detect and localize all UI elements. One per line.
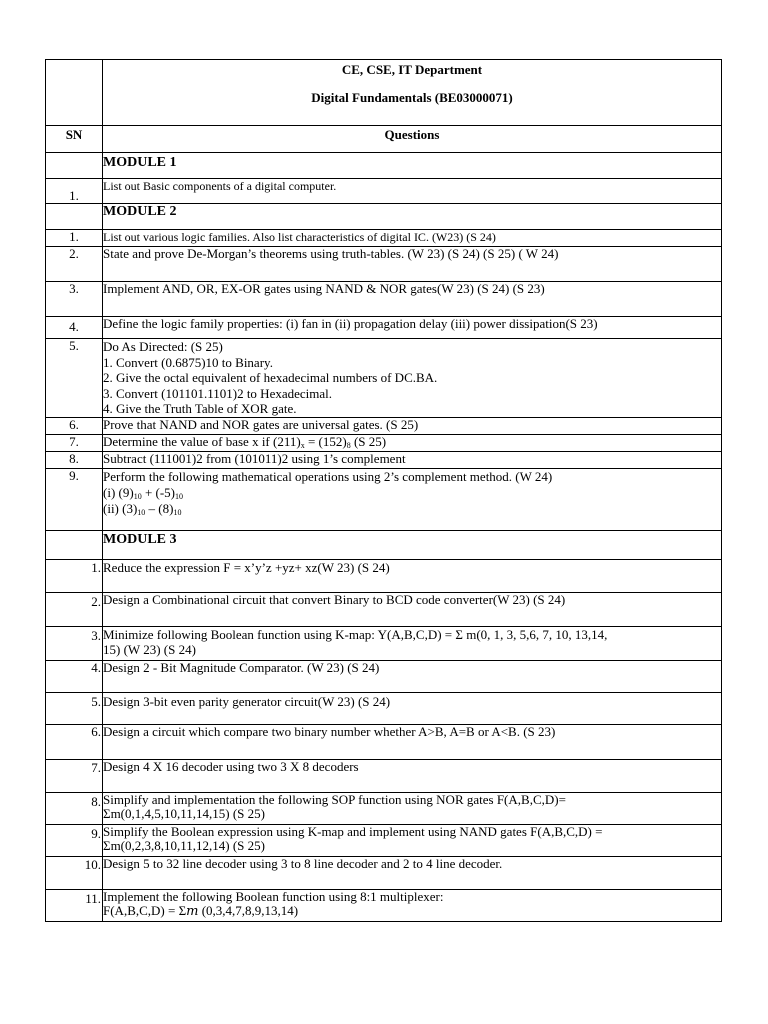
question-number: 11. — [46, 889, 103, 921]
document-header — [103, 60, 722, 126]
operand: + (-5) — [141, 484, 176, 500]
question-number: 4. — [46, 317, 103, 339]
question-line — [103, 485, 721, 501]
operand: (ii) (3) — [103, 500, 138, 516]
table-row — [46, 468, 722, 530]
question-line: 15) (W 23) (S 24) — [103, 641, 196, 657]
question-number: 7. — [46, 434, 103, 451]
question-number: 10. — [46, 856, 103, 889]
header-blank-cell — [46, 60, 103, 126]
question-text — [103, 434, 722, 451]
question-text — [103, 792, 722, 824]
question-number: 3. — [46, 282, 103, 317]
question-text: Design 3-bit even parity generator circuit(W 23) (S 24) — [103, 692, 722, 724]
question-line: Σm(0,2,3,8,10,11,12,14) (S 25) — [103, 838, 265, 853]
base-subscript: 10 — [133, 491, 142, 501]
table-row — [46, 247, 722, 282]
question-line: Simplify and implementation the following SOP function using NOR gates F(A,B,C,D)= — [103, 791, 566, 807]
table-row — [46, 179, 722, 204]
question-line: Minimize following Boolean function using K-map: Y(A,B,C,D) = Σ m(0, 1, 3, 5,6, 7, 10, 13,14, — [103, 626, 608, 642]
table-row — [46, 660, 722, 692]
question-line: 2. Give the octal equivalent of hexadecimal numbers of DC.BA. — [103, 370, 438, 385]
question-text: Design 4 X 16 decoder using two 3 X 8 decoders — [103, 759, 722, 792]
question-text: Design a Combinational circuit that convert Binary to BCD code converter(W 23) (S 24) — [103, 592, 722, 626]
question-number: 1. — [46, 559, 103, 592]
question-text — [103, 468, 722, 530]
table-row — [46, 559, 722, 592]
question-text: List out Basic components of a digital computer. — [103, 179, 722, 204]
question-text: Design a circuit which compare two binary number whether A>B, A=B or A<B. (S 23) — [103, 724, 722, 759]
question-text — [103, 626, 722, 660]
question-text — [103, 889, 722, 921]
operand: (i) (9) — [103, 484, 134, 500]
question-line: Simplify the Boolean expression using K-map and implement using NAND gates F(A,B,C,D) = — [103, 823, 603, 839]
question-number: 7. — [46, 759, 103, 792]
question-text: State and prove De-Morgan’s theorems using truth-tables. (W 23) (S 24) (S 25) ( W 24) — [103, 247, 722, 282]
table-row — [46, 417, 722, 434]
base-subscript: x — [300, 440, 305, 450]
question-line: Implement the following Boolean function using 8:1 multiplexer: — [103, 888, 444, 904]
table-row — [46, 282, 722, 317]
table-row — [46, 592, 722, 626]
subject-title: Digital Fundamentals (BE03000071) — [311, 90, 513, 105]
question-text — [103, 339, 722, 418]
base-subscript: 8 — [346, 440, 351, 450]
question-line: 3. Convert (101101.1101)2 to Hexadecimal. — [103, 385, 333, 401]
question-line: Do As Directed: (S 25) — [103, 339, 223, 354]
department-title: CE, CSE, IT Department — [341, 62, 483, 77]
table-row — [46, 692, 722, 724]
question-text: Implement AND, OR, EX-OR gates using NAND & NOR gates(W 23) (S 24) (S 23) — [103, 282, 722, 317]
question-number: 9. — [46, 468, 103, 530]
table-row — [46, 856, 722, 889]
question-number: 2. — [46, 247, 103, 282]
table-row — [46, 626, 722, 660]
table-row — [46, 230, 722, 247]
question-number: 6. — [46, 417, 103, 434]
question-line: 4. Give the Truth Table of XOR gate. — [103, 401, 297, 416]
question-bank-table — [45, 59, 722, 922]
question-number: 8. — [46, 792, 103, 824]
question-number: 1. — [46, 179, 103, 204]
operand: – (8) — [145, 500, 174, 516]
question-line: Perform the following mathematical operations using 2’s complement method. (W 24) — [103, 468, 553, 484]
table-row — [46, 792, 722, 824]
question-number: 2. — [46, 592, 103, 626]
question-number: 1. — [46, 230, 103, 247]
column-header-sn: SN — [46, 126, 103, 153]
question-text-part: (S 25) — [350, 433, 387, 449]
table-row — [46, 889, 722, 921]
base-subscript: 10 — [173, 507, 182, 517]
question-text — [103, 824, 722, 856]
base-subscript: 10 — [137, 507, 146, 517]
question-line: 1. Convert (0.6875)10 to Binary. — [103, 354, 273, 370]
question-line — [103, 501, 721, 517]
table-row — [46, 451, 722, 468]
question-number: 6. — [46, 724, 103, 759]
question-number: 5. — [46, 692, 103, 724]
table-row — [46, 824, 722, 856]
module-3-title: MODULE 3 — [103, 530, 722, 559]
question-text: Design 5 to 32 line decoder using 3 to 8 line decoder and 2 to 4 line decoder. — [103, 856, 722, 889]
column-header-questions: Questions — [103, 126, 722, 153]
question-text: Design 2 - Bit Magnitude Comparator. (W 23) (S 24) — [103, 660, 722, 692]
question-text: Subtract (111001)2 from (101011)2 using 1’s complement — [103, 451, 722, 468]
question-line: Σm(0,1,4,5,10,11,14,15) (S 25) — [103, 806, 265, 821]
module-1-sn-cell — [46, 153, 103, 179]
question-number: 9. — [46, 824, 103, 856]
table-row — [46, 339, 722, 418]
question-number: 5. — [46, 339, 103, 418]
table-row — [46, 759, 722, 792]
question-text-part: Determine the value of base x if (211) — [103, 433, 301, 449]
question-number: 4. — [46, 660, 103, 692]
question-number: 3. — [46, 626, 103, 660]
question-text: Prove that NAND and NOR gates are universal gates. (S 25) — [103, 417, 722, 434]
table-row — [46, 317, 722, 339]
question-text: Reduce the expression F = x’y’z +yz+ xz(W 23) (S 24) — [103, 559, 722, 592]
module-1-title: MODULE 1 — [103, 153, 722, 179]
table-row — [46, 724, 722, 759]
question-text: List out various logic families. Also list characteristics of digital IC. (W23) (S 24) — [103, 230, 722, 247]
module-2-title: MODULE 2 — [103, 204, 722, 230]
base-subscript: 10 — [175, 491, 184, 501]
question-text: Define the logic family properties: (i) fan in (ii) propagation delay (iii) power dissipation(S 23) — [103, 317, 722, 339]
module-2-sn-cell — [46, 204, 103, 230]
module-3-sn-cell — [46, 530, 103, 559]
question-text-part: = (152) — [304, 433, 347, 449]
question-line: F(A,B,C,D) = Σ𝑚 (0,3,4,7,8,9,13,14) — [103, 903, 299, 918]
question-number: 8. — [46, 451, 103, 468]
table-row — [46, 434, 722, 451]
